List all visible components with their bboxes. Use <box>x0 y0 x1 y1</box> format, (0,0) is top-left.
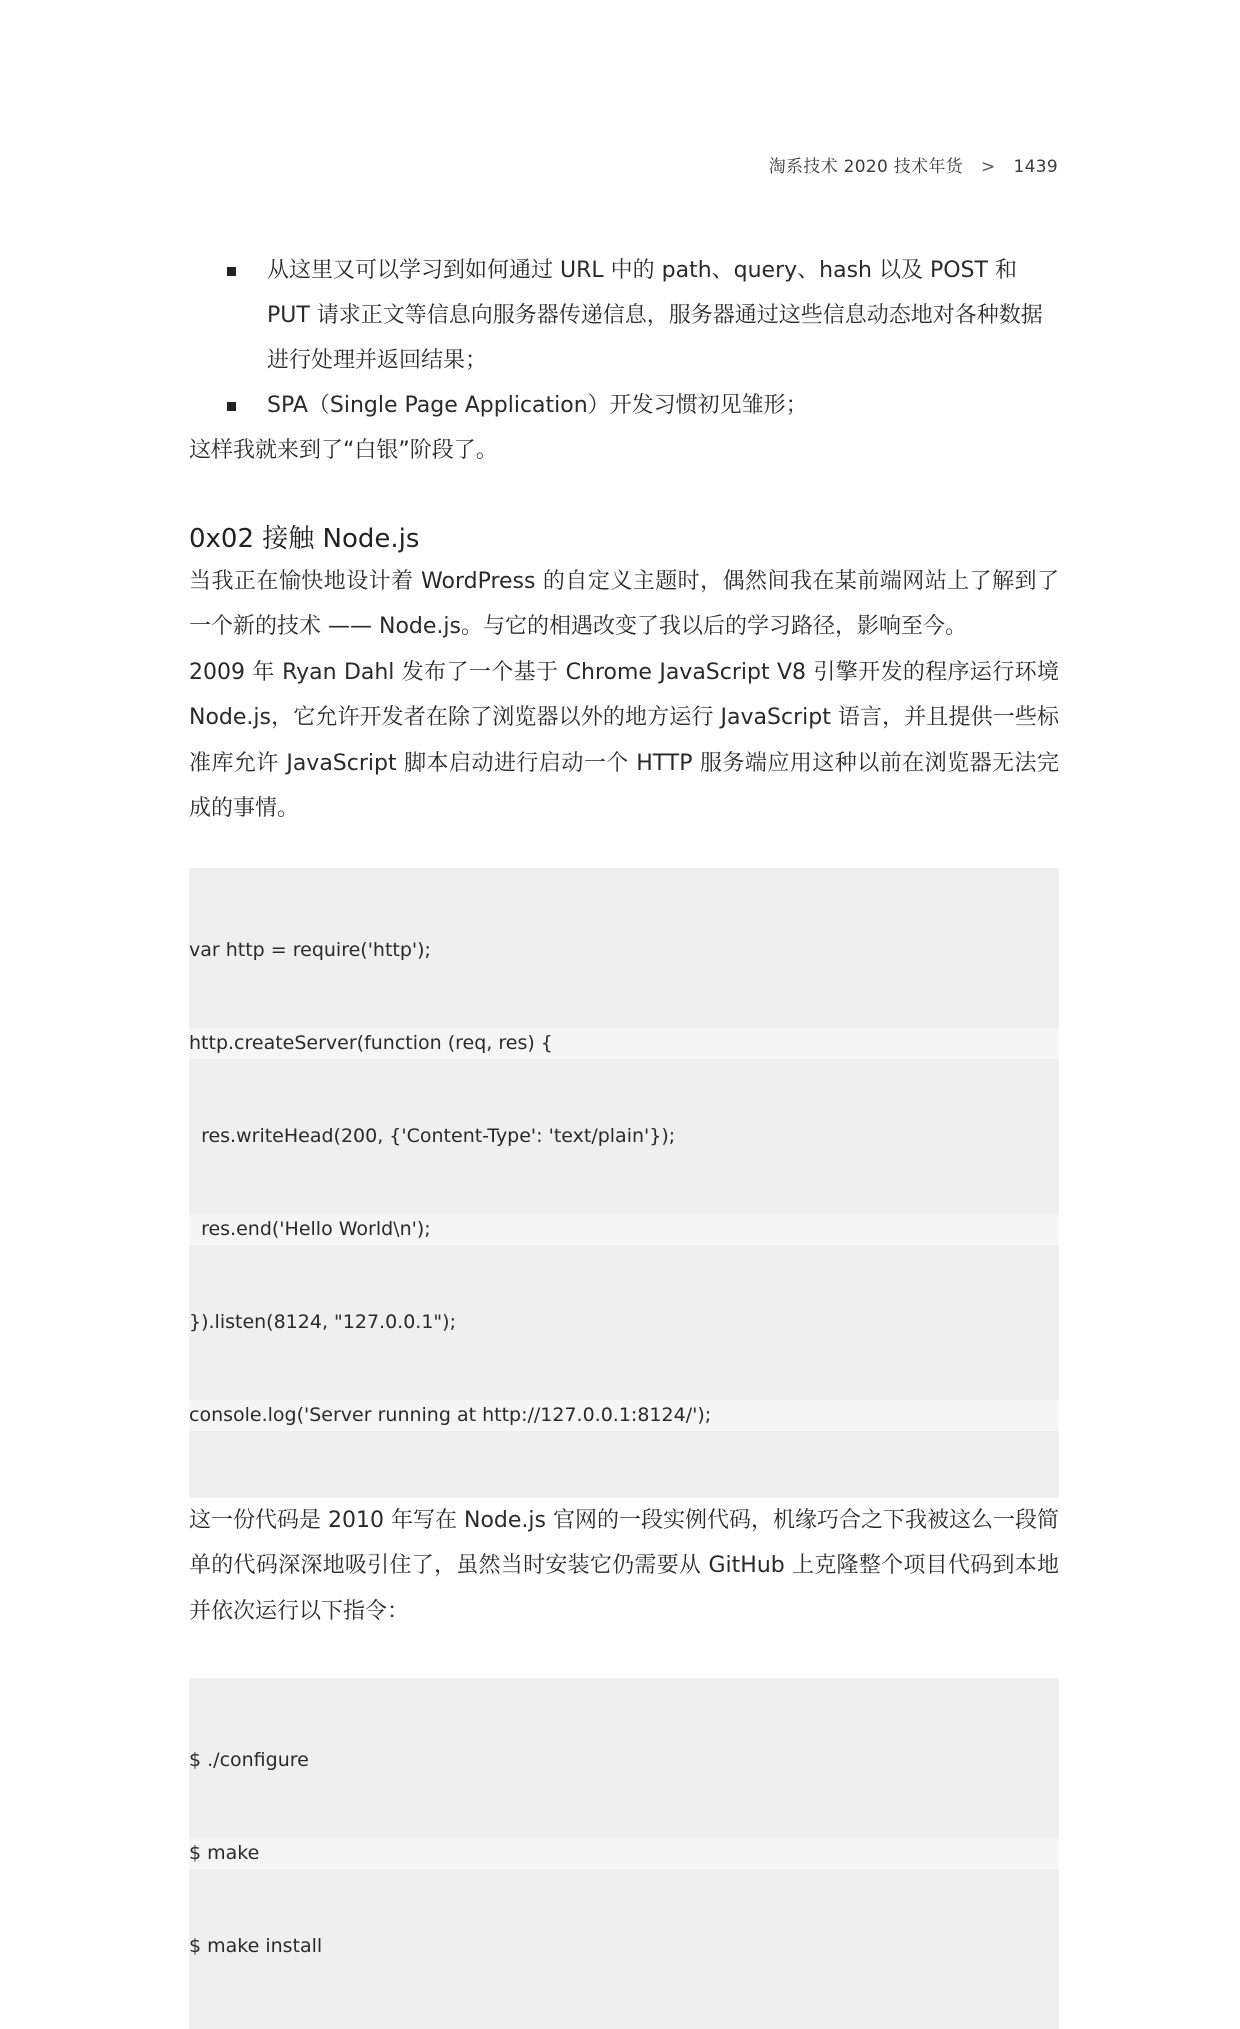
list-item-text: SPA（Single Page Application）开发习惯初见雏形； <box>267 393 808 418</box>
bullet-square-icon <box>227 402 236 411</box>
header-separator: > <box>980 157 996 177</box>
code-line: res.writeHead(200, {'Content-Type': 'text/plain'}); <box>189 1124 676 1147</box>
section-heading: 0x02 接触 Node.js <box>189 523 420 554</box>
code-line: http.createServer(function (req, res) { <box>189 1028 1059 1059</box>
page-number: 1439 <box>1013 157 1058 177</box>
running-header <box>769 152 1058 177</box>
code-line: $ make <box>189 1838 1059 1869</box>
bullet-square-icon <box>227 267 236 276</box>
paragraph-intro: 当我正在愉快地设计着 WordPress 的自定义主题时，偶然间我在某前端网站上了解到了一个新的技术 —— Node.js。与它的相遇改变了我以后的学习路径，影响至今。 <box>189 568 1059 639</box>
code-line: $ make install <box>189 1935 323 1957</box>
page-content <box>189 248 1059 2029</box>
code-block-install <box>189 1678 1059 2029</box>
paragraph-silver-stage: 这样我就来到了“白银”阶段了。 <box>189 438 498 463</box>
code-line: console.log('Server running at http://127.0.0.1:8124/'); <box>189 1400 1059 1431</box>
code-block-server <box>189 868 1059 1498</box>
book-title: 淘系技术 2020 技术年货 <box>768 157 963 177</box>
paragraph-after-code: 这一份代码是 2010 年写在 Node.js 官网的一段实例代码，机缘巧合之下我被这么一段简单的代码深深地吸引住了，虽然当时安装它仍需要从 GitHub 上克隆整个项目代码到本地并依次运行以下指令： <box>189 1507 1059 1624</box>
bullet-list <box>189 248 1059 428</box>
code-line: var http = require('http'); <box>189 938 431 961</box>
list-item <box>179 383 1059 428</box>
paragraph-nodejs-history: 2009 年 Ryan Dahl 发布了一个基于 Chrome JavaScript V8 引擎开发的程序运行环境 Node.js，它允许开发者在除了浏览器以外的地方运行 JavaScript 语言，并且提供一些标准库允许 JavaScript 脚本启动进行启动一个 HTTP 服务端应用这种以前在浏览器无法完成的事情。 <box>189 659 1059 821</box>
list-item-text: 从这里又可以学习到如何通过 URL 中的 path、query、hash 以及 POST 和 PUT 请求正文等信息向服务器传递信息，服务器通过这些信息动态地对各种数据进行处理并返回结果； <box>267 258 1043 373</box>
code-line: }).listen(8124, "127.0.0.1"); <box>189 1310 456 1333</box>
code-line: res.end('Hello World\n'); <box>189 1214 1059 1245</box>
list-item <box>179 248 1059 383</box>
code-line: $ ./configure <box>189 1749 309 1771</box>
